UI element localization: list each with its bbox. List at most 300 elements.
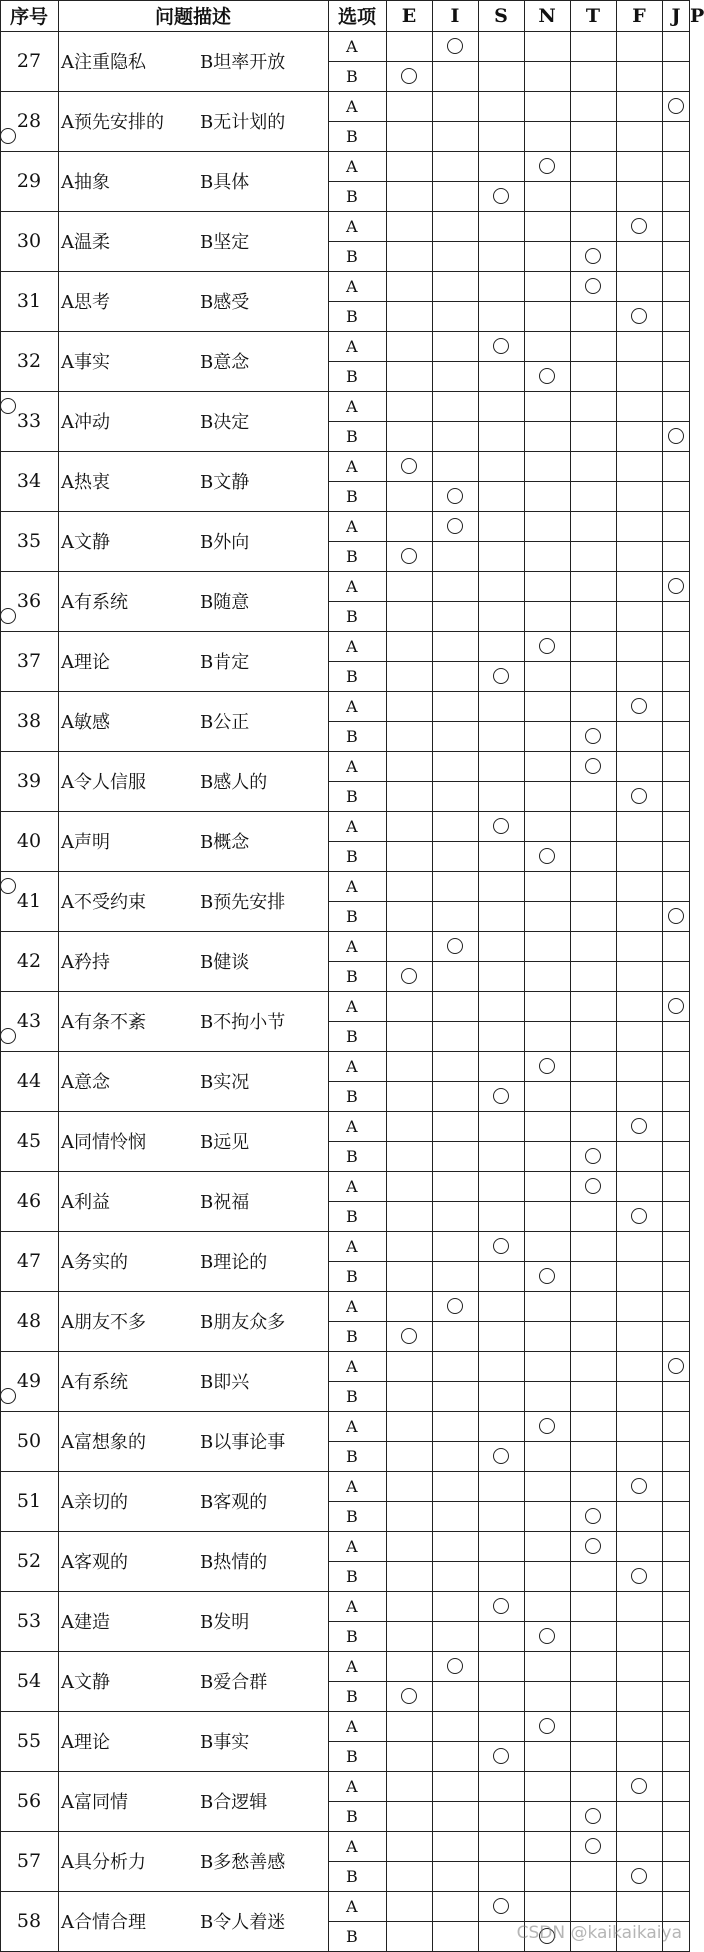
option-a-text: A富想象的 — [61, 1432, 146, 1453]
option-a-text: A矜持 — [61, 952, 110, 973]
grid-line — [0, 751, 690, 752]
circle-mark-icon — [668, 908, 684, 924]
option-b-text: B爱合群 — [200, 1672, 268, 1693]
circle-mark-icon — [493, 1088, 509, 1104]
question-number: 46 — [16, 1190, 42, 1212]
circle-mark-icon — [585, 1508, 601, 1524]
grid-line — [0, 1231, 690, 1232]
option-b-text: B外向 — [200, 532, 250, 553]
question-number: 37 — [16, 650, 42, 672]
circle-mark-icon — [401, 1328, 417, 1344]
circle-mark-icon — [539, 1418, 555, 1434]
grid-line — [328, 361, 690, 362]
option-a-label: A — [346, 636, 358, 656]
circle-mark-icon — [539, 1268, 555, 1284]
question-number: 35 — [16, 530, 42, 552]
grid-line — [0, 991, 690, 992]
option-b-label: B — [346, 486, 358, 506]
question-description — [58, 811, 328, 871]
grid-line — [0, 391, 690, 392]
question-number: 57 — [16, 1850, 42, 1872]
question-description — [58, 511, 328, 571]
circle-mark-icon — [493, 188, 509, 204]
grid-line — [328, 1141, 690, 1142]
grid-line — [328, 1321, 690, 1322]
header-dim-p: P — [690, 4, 704, 27]
option-a-text: A利益 — [61, 1192, 110, 1213]
circle-mark-icon — [585, 1538, 601, 1554]
circle-mark-icon — [401, 1688, 417, 1704]
question-description — [58, 1771, 328, 1831]
question-description — [58, 1351, 328, 1411]
circle-mark-icon — [0, 398, 16, 414]
circle-mark-icon — [631, 1778, 647, 1794]
question-number: 38 — [16, 710, 42, 732]
question-number: 54 — [16, 1670, 42, 1692]
question-number: 56 — [16, 1790, 42, 1812]
grid-line — [328, 61, 690, 62]
option-a-text: A意念 — [61, 1072, 110, 1093]
question-description — [58, 991, 328, 1051]
option-b-label: B — [346, 1866, 358, 1886]
grid-line — [328, 1261, 690, 1262]
grid-line — [328, 601, 690, 602]
circle-mark-icon — [447, 1658, 463, 1674]
grid-line — [328, 781, 690, 782]
circle-mark-icon — [401, 968, 417, 984]
circle-mark-icon — [585, 278, 601, 294]
option-b-label: B — [346, 1746, 358, 1766]
grid-line — [328, 961, 690, 962]
circle-mark-icon — [493, 1238, 509, 1254]
option-a-label: A — [346, 156, 358, 176]
option-a-label: A — [346, 1716, 358, 1736]
grid-line — [328, 421, 690, 422]
question-description — [58, 631, 328, 691]
circle-mark-icon — [631, 788, 647, 804]
option-a-label: A — [346, 1056, 358, 1076]
grid-line — [524, 0, 525, 1951]
circle-mark-icon — [493, 1748, 509, 1764]
option-a-text: A亲切的 — [61, 1492, 128, 1513]
option-a-text: A有系统 — [61, 592, 128, 613]
question-number: 39 — [16, 770, 42, 792]
question-description — [58, 271, 328, 331]
grid-line — [328, 181, 690, 182]
grid-line — [0, 1051, 690, 1052]
option-a-text: A热衷 — [61, 472, 110, 493]
option-b-label: B — [346, 546, 358, 566]
question-number: 42 — [16, 950, 42, 972]
option-a-label: A — [346, 696, 358, 716]
header-dim-f: F — [632, 4, 646, 27]
grid-line — [0, 1771, 690, 1772]
circle-mark-icon — [539, 638, 555, 654]
option-a-text: A注重隐私 — [61, 52, 146, 73]
option-a-label: A — [346, 276, 358, 296]
option-a-label: A — [346, 816, 358, 836]
option-b-text: B热情的 — [200, 1552, 268, 1573]
option-a-text: A抽象 — [61, 172, 110, 193]
circle-mark-icon — [447, 518, 463, 534]
option-b-label: B — [346, 1266, 358, 1286]
option-a-label: A — [346, 1476, 358, 1496]
question-number: 43 — [16, 1010, 42, 1032]
option-a-label: A — [346, 1596, 358, 1616]
option-b-text: B具体 — [200, 172, 250, 193]
question-number: 49 — [16, 1370, 42, 1392]
question-number: 27 — [16, 50, 42, 72]
grid-line — [328, 661, 690, 662]
option-a-label: A — [346, 1656, 358, 1676]
option-b-label: B — [346, 426, 358, 446]
circle-mark-icon — [447, 38, 463, 54]
circle-mark-icon — [447, 488, 463, 504]
grid-line — [328, 1381, 690, 1382]
grid-line — [58, 0, 59, 1951]
grid-line — [0, 1171, 690, 1172]
grid-line — [0, 1651, 690, 1652]
circle-mark-icon — [631, 698, 647, 714]
option-a-label: A — [346, 336, 358, 356]
grid-line — [0, 1111, 690, 1112]
circle-mark-icon — [668, 98, 684, 114]
option-b-label: B — [346, 666, 358, 686]
option-b-text: B不拘小节 — [200, 1012, 286, 1033]
circle-mark-icon — [493, 668, 509, 684]
question-description — [58, 1171, 328, 1231]
option-a-label: A — [346, 1416, 358, 1436]
option-a-text: A文静 — [61, 1672, 110, 1693]
option-b-label: B — [346, 1026, 358, 1046]
grid-line — [570, 0, 571, 1951]
grid-line — [0, 151, 690, 152]
grid-line — [0, 451, 690, 452]
option-b-text: B合逻辑 — [200, 1792, 268, 1813]
question-description — [58, 91, 328, 151]
grid-line — [0, 31, 690, 32]
grid-line — [0, 1711, 690, 1712]
circle-mark-icon — [539, 1718, 555, 1734]
question-description — [58, 451, 328, 511]
option-b-text: B公正 — [200, 712, 250, 733]
option-b-label: B — [346, 1146, 358, 1166]
option-a-label: A — [346, 1236, 358, 1256]
option-b-text: B即兴 — [200, 1372, 250, 1393]
question-number: 45 — [16, 1130, 42, 1152]
circle-mark-icon — [668, 578, 684, 594]
option-b-text: B朋友众多 — [200, 1312, 286, 1333]
option-b-label: B — [346, 1626, 358, 1646]
circle-mark-icon — [631, 218, 647, 234]
option-b-text: B发明 — [200, 1612, 250, 1633]
question-description — [58, 1531, 328, 1591]
option-b-text: B客观的 — [200, 1492, 268, 1513]
circle-mark-icon — [447, 938, 463, 954]
option-a-text: A合情合理 — [61, 1912, 146, 1933]
option-b-label: B — [346, 606, 358, 626]
grid-line — [0, 871, 690, 872]
circle-mark-icon — [0, 1028, 16, 1044]
grid-line — [432, 0, 433, 1951]
option-b-label: B — [346, 1326, 358, 1346]
question-description — [58, 1051, 328, 1111]
header-dim-s: S — [494, 4, 508, 27]
option-a-label: A — [346, 456, 358, 476]
option-a-text: A理论 — [61, 652, 110, 673]
question-number: 50 — [16, 1430, 42, 1452]
header-index: 序号 — [9, 6, 48, 28]
option-a-text: A不受约束 — [61, 892, 146, 913]
question-description — [58, 211, 328, 271]
circle-mark-icon — [539, 368, 555, 384]
option-a-label: A — [346, 36, 358, 56]
circle-mark-icon — [631, 1208, 647, 1224]
grid-line — [328, 1021, 690, 1022]
grid-line — [328, 1201, 690, 1202]
option-b-text: B文静 — [200, 472, 250, 493]
option-a-text: A敏感 — [61, 712, 110, 733]
circle-mark-icon — [585, 1808, 601, 1824]
option-b-text: B以事论事 — [200, 1432, 286, 1453]
question-description — [58, 1831, 328, 1891]
question-number: 31 — [16, 290, 42, 312]
option-b-label: B — [346, 786, 358, 806]
question-description — [58, 1891, 328, 1951]
question-number: 33 — [16, 410, 42, 432]
option-a-label: A — [346, 576, 358, 596]
grid-line — [0, 0, 1, 1951]
header-dim-t: T — [585, 4, 601, 27]
question-number: 55 — [16, 1730, 42, 1752]
option-a-text: A思考 — [61, 292, 110, 313]
question-number: 32 — [16, 350, 42, 372]
option-a-text: A事实 — [61, 352, 110, 373]
circle-mark-icon — [401, 68, 417, 84]
option-a-label: A — [346, 1356, 358, 1376]
option-b-text: B祝福 — [200, 1192, 250, 1213]
option-a-text: A客观的 — [61, 1552, 128, 1573]
question-description — [58, 871, 328, 931]
grid-line — [0, 211, 690, 212]
circle-mark-icon — [631, 1478, 647, 1494]
circle-mark-icon — [585, 758, 601, 774]
circle-mark-icon — [668, 1358, 684, 1374]
grid-line — [328, 1561, 690, 1562]
grid-line — [328, 1081, 690, 1082]
option-a-label: A — [346, 1296, 358, 1316]
circle-mark-icon — [447, 1298, 463, 1314]
option-a-label: A — [346, 216, 358, 236]
question-description — [58, 1591, 328, 1651]
option-a-text: A具分析力 — [61, 1852, 146, 1873]
question-number: 41 — [16, 890, 42, 912]
option-a-text: A朋友不多 — [61, 1312, 146, 1333]
option-b-text: B理论的 — [200, 1252, 268, 1273]
circle-mark-icon — [585, 1178, 601, 1194]
circle-mark-icon — [493, 1898, 509, 1914]
grid-line — [0, 1411, 690, 1412]
option-a-label: A — [346, 1116, 358, 1136]
grid-line — [0, 1951, 690, 1952]
option-a-label: A — [346, 1536, 358, 1556]
question-number: 36 — [16, 590, 42, 612]
header-option: 选项 — [337, 6, 376, 28]
circle-mark-icon — [0, 1388, 16, 1404]
grid-line — [616, 0, 617, 1951]
grid-line — [0, 571, 690, 572]
option-b-label: B — [346, 366, 358, 386]
question-number: 52 — [16, 1550, 42, 1572]
grid-line — [0, 91, 690, 92]
circle-mark-icon — [631, 308, 647, 324]
option-a-text: A富同情 — [61, 1792, 128, 1813]
circle-mark-icon — [493, 1598, 509, 1614]
option-b-text: B事实 — [200, 1732, 250, 1753]
option-b-label: B — [346, 1686, 358, 1706]
circle-mark-icon — [585, 1148, 601, 1164]
grid-line — [0, 1831, 690, 1832]
grid-line — [0, 0, 690, 1]
option-b-text: B意念 — [200, 352, 250, 373]
option-a-text: A冲动 — [61, 412, 110, 433]
option-a-label: A — [346, 1176, 358, 1196]
grid-line — [328, 0, 329, 1951]
grid-line — [0, 1471, 690, 1472]
circle-mark-icon — [668, 998, 684, 1014]
option-a-text: A同情怜悯 — [61, 1132, 146, 1153]
option-b-label: B — [346, 846, 358, 866]
grid-line — [0, 331, 690, 332]
grid-line — [328, 121, 690, 122]
grid-line — [328, 1621, 690, 1622]
question-number: 40 — [16, 830, 42, 852]
question-description — [58, 571, 328, 631]
option-a-label: A — [346, 1776, 358, 1796]
grid-line — [0, 811, 690, 812]
circle-mark-icon — [401, 548, 417, 564]
circle-mark-icon — [0, 128, 16, 144]
grid-line — [0, 1591, 690, 1592]
circle-mark-icon — [401, 458, 417, 474]
option-b-text: B远见 — [200, 1132, 250, 1153]
option-a-text: A温柔 — [61, 232, 110, 253]
circle-mark-icon — [539, 1058, 555, 1074]
option-b-label: B — [346, 1566, 358, 1586]
option-a-label: A — [346, 516, 358, 536]
question-number: 34 — [16, 470, 42, 492]
option-a-text: A令人信服 — [61, 772, 146, 793]
question-number: 58 — [16, 1910, 42, 1932]
grid-line — [689, 0, 690, 1951]
option-b-text: B决定 — [200, 412, 250, 433]
option-a-text: A声明 — [61, 832, 110, 853]
option-b-text: B健谈 — [200, 952, 250, 973]
option-b-label: B — [346, 1926, 358, 1946]
option-b-label: B — [346, 1386, 358, 1406]
option-a-text: A预先安排的 — [61, 112, 164, 133]
question-description — [58, 1411, 328, 1471]
circle-mark-icon — [631, 1118, 647, 1134]
option-a-text: A建造 — [61, 1612, 110, 1633]
option-b-label: B — [346, 1086, 358, 1106]
question-description — [58, 691, 328, 751]
question-description — [58, 1291, 328, 1351]
circle-mark-icon — [585, 728, 601, 744]
grid-line — [0, 931, 690, 932]
header-description: 问题描述 — [154, 6, 231, 28]
grid-line — [0, 1531, 690, 1532]
question-description — [58, 391, 328, 451]
option-b-label: B — [346, 66, 358, 86]
circle-mark-icon — [585, 1838, 601, 1854]
question-number: 48 — [16, 1310, 42, 1332]
grid-line — [0, 271, 690, 272]
option-b-text: B坚定 — [200, 232, 250, 253]
option-b-label: B — [346, 186, 358, 206]
question-description — [58, 1231, 328, 1291]
question-number: 44 — [16, 1070, 42, 1092]
question-description — [58, 1651, 328, 1711]
grid-line — [328, 241, 690, 242]
circle-mark-icon — [631, 1868, 647, 1884]
option-b-label: B — [346, 966, 358, 986]
question-number: 47 — [16, 1250, 42, 1272]
grid-line — [328, 841, 690, 842]
circle-mark-icon — [585, 248, 601, 264]
option-a-text: A务实的 — [61, 1252, 128, 1273]
grid-line — [0, 631, 690, 632]
option-b-text: B肯定 — [200, 652, 250, 673]
option-b-text: B感受 — [200, 292, 250, 313]
option-b-text: B无计划的 — [200, 112, 286, 133]
option-b-text: B随意 — [200, 592, 250, 613]
circle-mark-icon — [493, 1448, 509, 1464]
option-a-label: A — [346, 996, 358, 1016]
option-a-text: A文静 — [61, 532, 110, 553]
option-a-label: A — [346, 1896, 358, 1916]
grid-line — [0, 1351, 690, 1352]
question-description — [58, 31, 328, 91]
circle-mark-icon — [539, 1628, 555, 1644]
question-number: 51 — [16, 1490, 42, 1512]
grid-line — [328, 1741, 690, 1742]
option-a-label: A — [346, 756, 358, 776]
header-dim-e: E — [401, 4, 417, 27]
circle-mark-icon — [493, 818, 509, 834]
circle-mark-icon — [539, 848, 555, 864]
grid-line — [0, 1291, 690, 1292]
grid-line — [0, 691, 690, 692]
option-b-text: B令人着迷 — [200, 1912, 286, 1933]
question-description — [58, 1111, 328, 1171]
grid-line — [328, 1501, 690, 1502]
grid-line — [328, 721, 690, 722]
header-dim-j: J — [671, 4, 681, 27]
grid-line — [328, 901, 690, 902]
option-b-label: B — [346, 126, 358, 146]
watermark: CSDN @kaikaikaiya — [516, 1923, 682, 1943]
circle-mark-icon — [631, 1568, 647, 1584]
option-b-text: B实况 — [200, 1072, 250, 1093]
grid-line — [328, 1801, 690, 1802]
option-a-label: A — [346, 96, 358, 116]
option-a-text: A理论 — [61, 1732, 110, 1753]
grid-line — [0, 1891, 690, 1892]
option-b-text: B坦率开放 — [200, 52, 286, 73]
option-a-label: A — [346, 936, 358, 956]
header-dim-n: N — [538, 4, 556, 27]
